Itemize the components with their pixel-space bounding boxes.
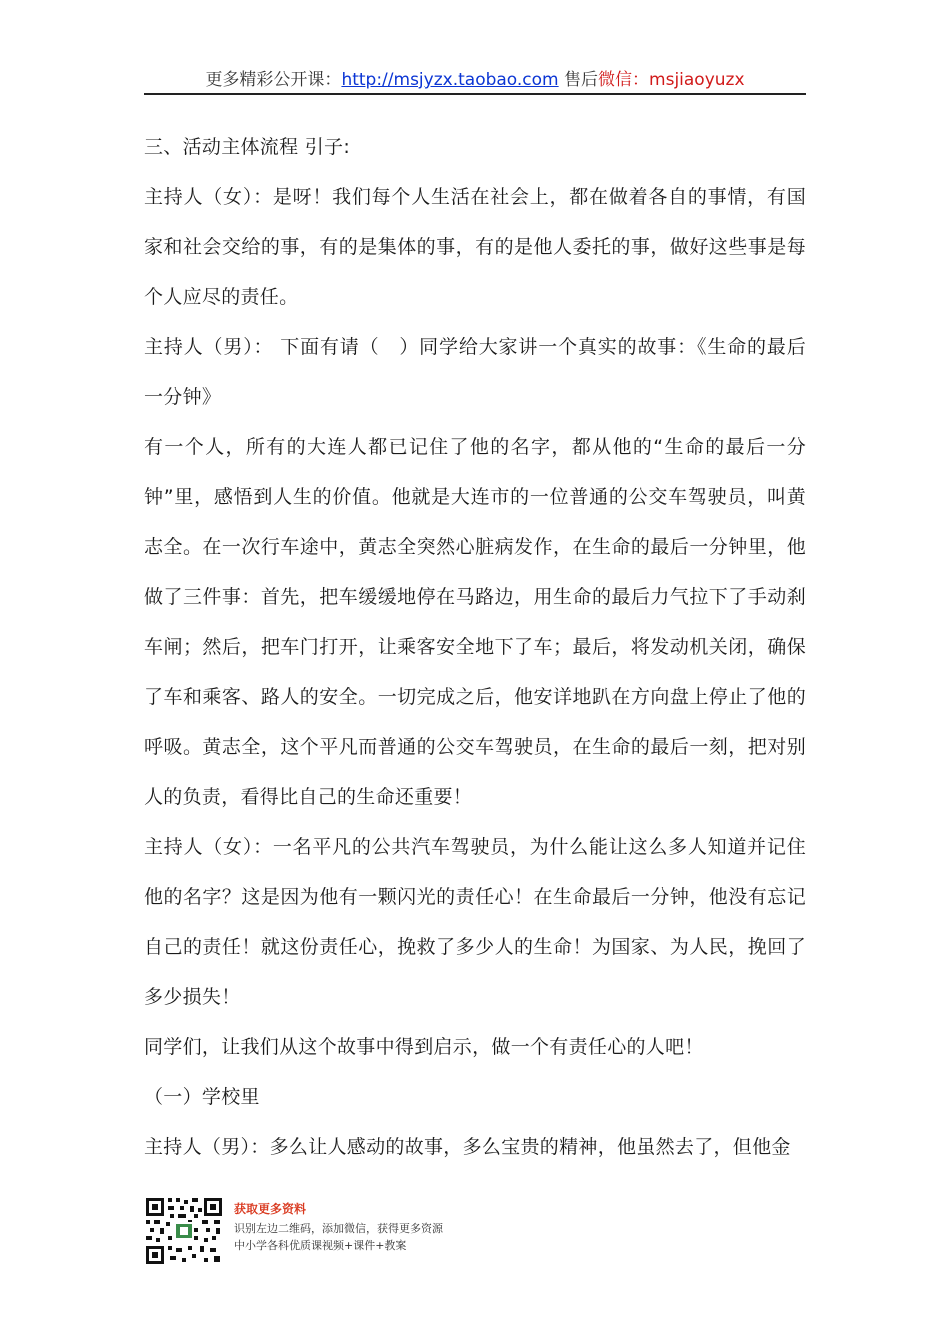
ad-line-instructions: 识别左边二维码，添加微信，获得更多资源: [234, 1222, 443, 1235]
wechat-label: 微信：: [598, 70, 650, 90]
host-male-continue: 主持人（男）：多么让人感动的故事，多么宝贵的精神，他虽然去了，但他金: [144, 1136, 791, 1158]
qr-code-icon[interactable]: [144, 1196, 224, 1266]
ad-text: [234, 1200, 564, 1254]
wechat-id: msjiaoyuzx: [649, 70, 745, 90]
shop-link[interactable]: http://msjyzx.taobao.com: [341, 70, 559, 90]
ad-title: 获取更多资料: [234, 1202, 307, 1216]
subsection-heading: （一）学校里: [144, 1086, 260, 1108]
page-header: [144, 66, 806, 94]
ad-line-resources: 中小学各科优质课视频+课件+教案: [234, 1239, 407, 1252]
document-body: [144, 122, 806, 1172]
host-female-comment: 主持人（女）：一名平凡的公共汽车驾驶员，为什么能让这么多人知道并记住他的名字？这是因为他有一颗闪光的责任心！在生命最后一分钟，他没有忘记自己的责任！就这份责任心，挽救了多少人的生命！为国家、为人民，挽回了多少损失！: [144, 836, 806, 1008]
story-paragraph: 有一个人，所有的大连人都已记住了他的名字，都从他的“生命的最后一分钟”里，感悟到人生的价值。他就是大连市的一位普通的公交车驾驶员，叫黄志全。在一次行车途中，黄志全突然心脏病发作，在生命的最后一分钟里，他做了三件事：首先，把车缓缓地停在马路边，用生命的最后力气拉下了手动刹车闸；然后，把车门打开，让乘客安全地下了车；最后，将发动机关闭，确保了车和乘客、路人的安全。一切完成之后，他安详地趴在方向盘上停止了他的呼吸。黄志全，这个平凡而普通的公交车驾驶员，在生命的最后一刻，把对别人的负责，看得比自己的生命还重要！: [144, 436, 806, 808]
section-heading: 三、活动主体流程 引子:: [144, 136, 351, 158]
header-divider: [144, 93, 806, 95]
after-sales-label: 售后: [558, 70, 599, 90]
students-call: 同学们，让我们从这个故事中得到启示，做一个有责任心的人吧！: [144, 1036, 704, 1058]
header-prefix: 更多精彩公开课：: [205, 70, 342, 90]
host-female-intro: 主持人（女）：是呀！我们每个人生活在社会上，都在做着各自的事情，有国家和社会交给的事，有的是集体的事，有的是他人委托的事，做好这些事是每个人应尽的责任。: [144, 186, 806, 308]
footer-ad: [144, 1196, 564, 1270]
host-male-invite: 主持人（男）： 下面有请（ ）同学给大家讲一个真实的故事：《生命的最后一分钟》: [144, 336, 806, 408]
